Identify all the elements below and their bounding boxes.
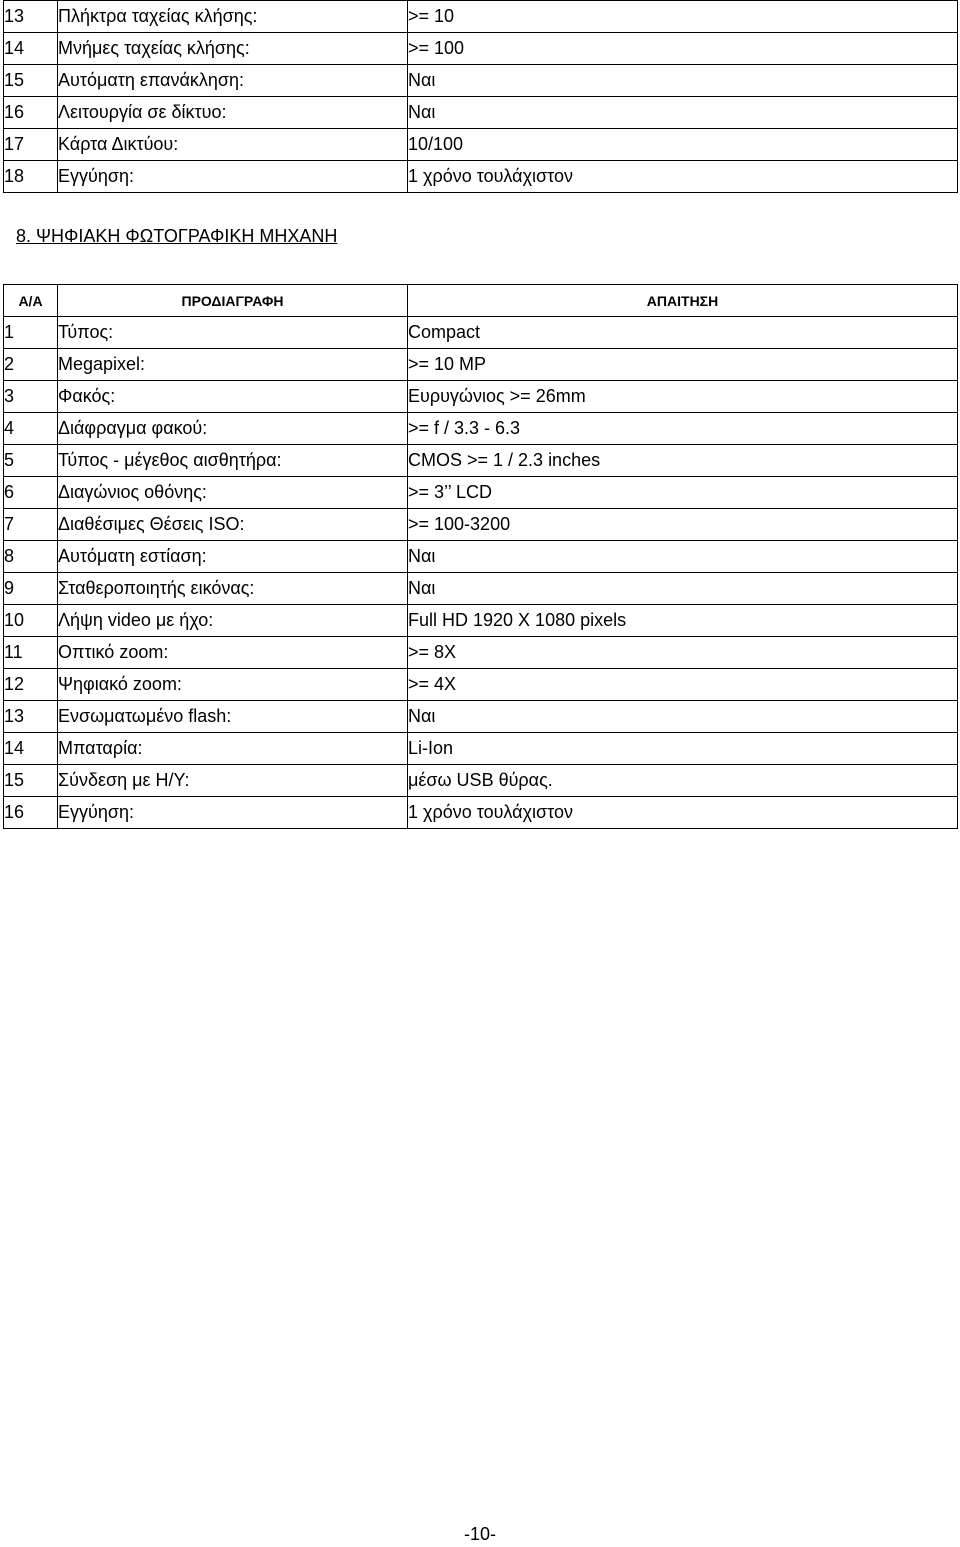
row-spec: Τύπος:	[58, 317, 408, 349]
row-number: 9	[4, 573, 58, 605]
row-number: 16	[4, 97, 58, 129]
header-row	[4, 285, 958, 317]
row-requirement: 1 χρόνο τουλάχιστον	[408, 797, 958, 829]
row-requirement: μέσω USB θύρας.	[408, 765, 958, 797]
row-spec: Αυτόματη επανάκληση:	[58, 65, 408, 97]
row-spec: Πλήκτρα ταχείας κλήσης:	[58, 1, 408, 33]
row-requirement: Full HD 1920 X 1080 pixels	[408, 605, 958, 637]
header-requirement: ΑΠΑΙΤΗΣΗ	[408, 285, 958, 317]
table-row	[4, 573, 958, 605]
row-requirement: Compact	[408, 317, 958, 349]
row-requirement: >= 8X	[408, 637, 958, 669]
table-row	[4, 477, 958, 509]
row-spec: Αυτόματη εστίαση:	[58, 541, 408, 573]
table-row	[4, 669, 958, 701]
row-number: 14	[4, 733, 58, 765]
row-number: 17	[4, 129, 58, 161]
row-spec: Κάρτα Δικτύου:	[58, 129, 408, 161]
table-row	[4, 541, 958, 573]
table-row	[4, 413, 958, 445]
row-requirement: Ναι	[408, 541, 958, 573]
page-number: -10-	[463, 1524, 496, 1544]
row-spec: Εγγύηση:	[58, 797, 408, 829]
row-number: 6	[4, 477, 58, 509]
row-number: 4	[4, 413, 58, 445]
row-number: 2	[4, 349, 58, 381]
camera-spec-table	[3, 284, 958, 829]
row-number: 1	[4, 317, 58, 349]
table-row	[4, 129, 958, 161]
row-number: 13	[4, 1, 58, 33]
printer-spec-table-body	[4, 1, 958, 193]
row-number: 18	[4, 161, 58, 193]
table-row	[4, 733, 958, 765]
section-title: 8. ΨΗΦΙΑΚΗ ΦΩΤΟΓΡΑΦΙΚΗ ΜΗΧΑΝΗ	[16, 226, 338, 246]
row-requirement: >= 100-3200	[408, 509, 958, 541]
table-row	[4, 637, 958, 669]
row-number: 3	[4, 381, 58, 413]
table-row	[4, 381, 958, 413]
row-spec: Megapixel:	[58, 349, 408, 381]
row-spec: Μπαταρία:	[58, 733, 408, 765]
table-row	[4, 445, 958, 477]
table-row	[4, 1, 958, 33]
table-row	[4, 701, 958, 733]
table-row	[4, 605, 958, 637]
row-number: 16	[4, 797, 58, 829]
row-requirement: Li-Ion	[408, 733, 958, 765]
header-spec: ΠΡΟΔΙΑΓΡΑΦΗ	[58, 285, 408, 317]
row-requirement: Ναι	[408, 65, 958, 97]
row-requirement: Ναι	[408, 701, 958, 733]
table-row	[4, 317, 958, 349]
row-requirement: >= 3’’ LCD	[408, 477, 958, 509]
header-number: Α/Α	[4, 285, 58, 317]
row-number: 15	[4, 765, 58, 797]
row-spec: Λήψη video με ήχο:	[58, 605, 408, 637]
row-number: 11	[4, 637, 58, 669]
row-number: 8	[4, 541, 58, 573]
table-row	[4, 33, 958, 65]
camera-spec-table-header	[4, 285, 958, 317]
row-spec: Οπτικό zoom:	[58, 637, 408, 669]
row-requirement: >= 10 MP	[408, 349, 958, 381]
row-requirement: CMOS >= 1 / 2.3 inches	[408, 445, 958, 477]
row-number: 10	[4, 605, 58, 637]
row-requirement: Ναι	[408, 573, 958, 605]
row-requirement: 1 χρόνο τουλάχιστον	[408, 161, 958, 193]
row-requirement: >= f / 3.3 - 6.3	[408, 413, 958, 445]
camera-spec-table-body	[4, 317, 958, 829]
row-spec: Ψηφιακό zoom:	[58, 669, 408, 701]
row-number: 14	[4, 33, 58, 65]
row-number: 7	[4, 509, 58, 541]
printer-spec-table-continued	[3, 0, 958, 193]
row-requirement: >= 4X	[408, 669, 958, 701]
table-row	[4, 797, 958, 829]
row-spec: Διαθέσιμες Θέσεις ISO:	[58, 509, 408, 541]
row-spec: Σύνδεση με Η/Υ:	[58, 765, 408, 797]
row-spec: Εγγύηση:	[58, 161, 408, 193]
row-spec: Διαγώνιος οθόνης:	[58, 477, 408, 509]
table-row	[4, 65, 958, 97]
row-requirement: >= 100	[408, 33, 958, 65]
row-spec: Μνήμες ταχείας κλήσης:	[58, 33, 408, 65]
row-requirement: Ναι	[408, 97, 958, 129]
table-row	[4, 161, 958, 193]
row-number: 5	[4, 445, 58, 477]
row-spec: Διάφραγμα φακού:	[58, 413, 408, 445]
row-spec: Ενσωματωμένο flash:	[58, 701, 408, 733]
row-requirement: 10/100	[408, 129, 958, 161]
table-row	[4, 97, 958, 129]
row-requirement: >= 10	[408, 1, 958, 33]
row-number: 13	[4, 701, 58, 733]
row-number: 12	[4, 669, 58, 701]
table-row	[4, 509, 958, 541]
row-requirement: Ευρυγώνιος >= 26mm	[408, 381, 958, 413]
row-number: 15	[4, 65, 58, 97]
table-row	[4, 765, 958, 797]
row-spec: Τύπος - μέγεθος αισθητήρα:	[58, 445, 408, 477]
row-spec: Λειτουργία σε δίκτυο:	[58, 97, 408, 129]
row-spec: Φακός:	[58, 381, 408, 413]
table-row	[4, 349, 958, 381]
row-spec: Σταθεροποιητής εικόνας:	[58, 573, 408, 605]
